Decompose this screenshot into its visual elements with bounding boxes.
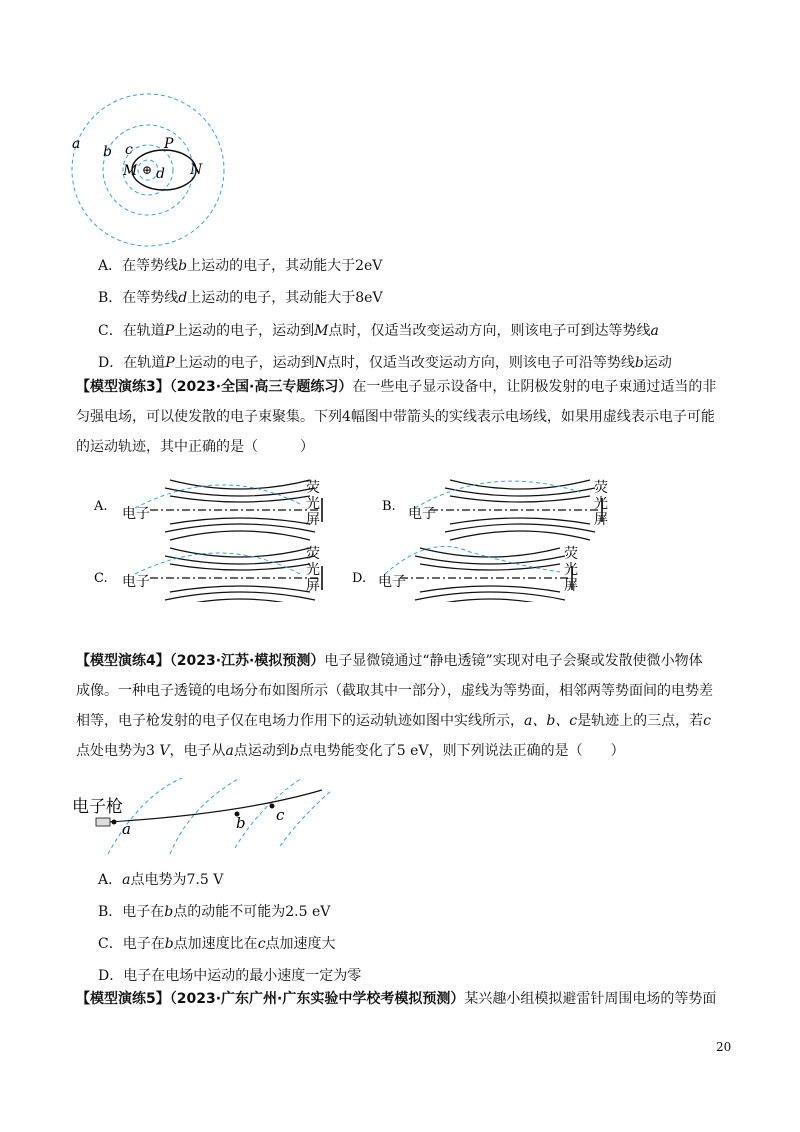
svg-text:光: 光 [564,562,578,578]
svg-text:光: 光 [594,496,608,512]
label-c: c [125,142,133,158]
svg-text:B.: B. [382,499,396,514]
q5-stem: 【模型演练5】（2023·广东广州·广东实验中学校考模拟预测）某兴趣小组模拟避雷针周围电场的等势面 [76,991,717,1007]
label-b: b [103,144,112,160]
label-n: N [190,162,203,178]
svg-text:D.: D. [352,571,367,586]
gun-icon [96,818,110,826]
panel-d [352,545,578,602]
label-d: d [156,166,165,182]
electron-trajectory [108,790,322,822]
svg-text:屏: 屏 [564,578,578,594]
gun-label: 电子枪 [72,797,123,817]
svg-text:电子: 电子 [408,506,436,522]
svg-text:荧: 荧 [594,480,608,496]
panel-b [382,479,608,540]
nucleus-icon: ⊕ [142,163,153,177]
panel-c [94,545,322,602]
svg-text:C.: C. [94,571,108,586]
svg-text:荧: 荧 [564,546,578,562]
q4-option-b[interactable]: B．电子在b点的动能不可能为2.5 eV [98,904,331,920]
svg-text:光: 光 [306,496,320,512]
point-c [270,804,275,809]
panel-a-letter: A. [94,499,108,514]
svg-text:屏: 屏 [306,512,320,528]
label-p: P [164,136,174,152]
svg-text:荧: 荧 [306,480,320,496]
panel-a [93,479,322,540]
panel-a-electron: 电子 [122,506,150,522]
q4-option-a[interactable]: A．a点电势为7.5 V [98,872,224,888]
svg-text:光: 光 [306,562,320,578]
option-c[interactable]: C．在轨道P上运动的电子，运动到M点时，仅适当改变运动方向，则该电子可到达等势线a [98,323,659,339]
option-d[interactable]: D．在轨道P上运动的电子，运动到N点时，仅适当改变运动方向，则该电子可沿等势线b运动 [98,355,672,371]
equipotential-figure [70,92,250,262]
point-a [112,820,117,825]
label-m: M [123,163,138,179]
svg-text:a: a [122,820,131,838]
q3-stem: 【模型演练3】（2023·全国·高三专题练习）在一些电子显示设备中，让阴极发射的电子束通过适当的非 匀强电场，可以使发散的电子束聚集。下列4幅图中带箭头的实线表示电场线，如果用虚线表示电子可能 的运动轨迹，其中正确的是（ ） [76,379,717,455]
label-a: a [72,136,81,152]
page-number: 20 [716,1040,732,1054]
q4-option-c[interactable]: C．电子在b点加速度比在c点加速度大 [98,936,336,952]
q4-option-d[interactable]: D．电子在电场中运动的最小速度一定为零 [98,968,362,984]
svg-text:电子: 电子 [122,574,150,590]
option-a[interactable]: A．在等势线b上运动的电子，其动能大于2eV [98,258,383,274]
svg-text:b: b [236,814,246,832]
electron-beam-diagrams [90,462,650,602]
q4-stem: 【模型演练4】（2023·江苏·模拟预测）电子显微镜通过“静电透镜”实现对电子会聚或发散使微小物体 成像。一种电子透镜的电场分布如图所示（截取其中一部分），虚线为等势面，相邻两等势面间的电势差 相等，电子枪发射的电子仅在电场力作用下的运动轨迹如图中实线所示，a、b、c是轨迹上的三点，若c 点处电势为3 V，电子从a点运动到b点电势能变化了5 eV，则下列说法正确的是（ ） [76,653,713,759]
svg-text:荧: 荧 [306,546,320,562]
electron-gun-figure [70,776,340,856]
option-b[interactable]: B．在等势线d上运动的电子，其动能大于8eV [98,290,383,306]
svg-text:c: c [276,806,285,824]
svg-text:屏: 屏 [594,512,608,528]
svg-text:电子: 电子 [378,574,406,590]
svg-text:屏: 屏 [306,578,320,594]
